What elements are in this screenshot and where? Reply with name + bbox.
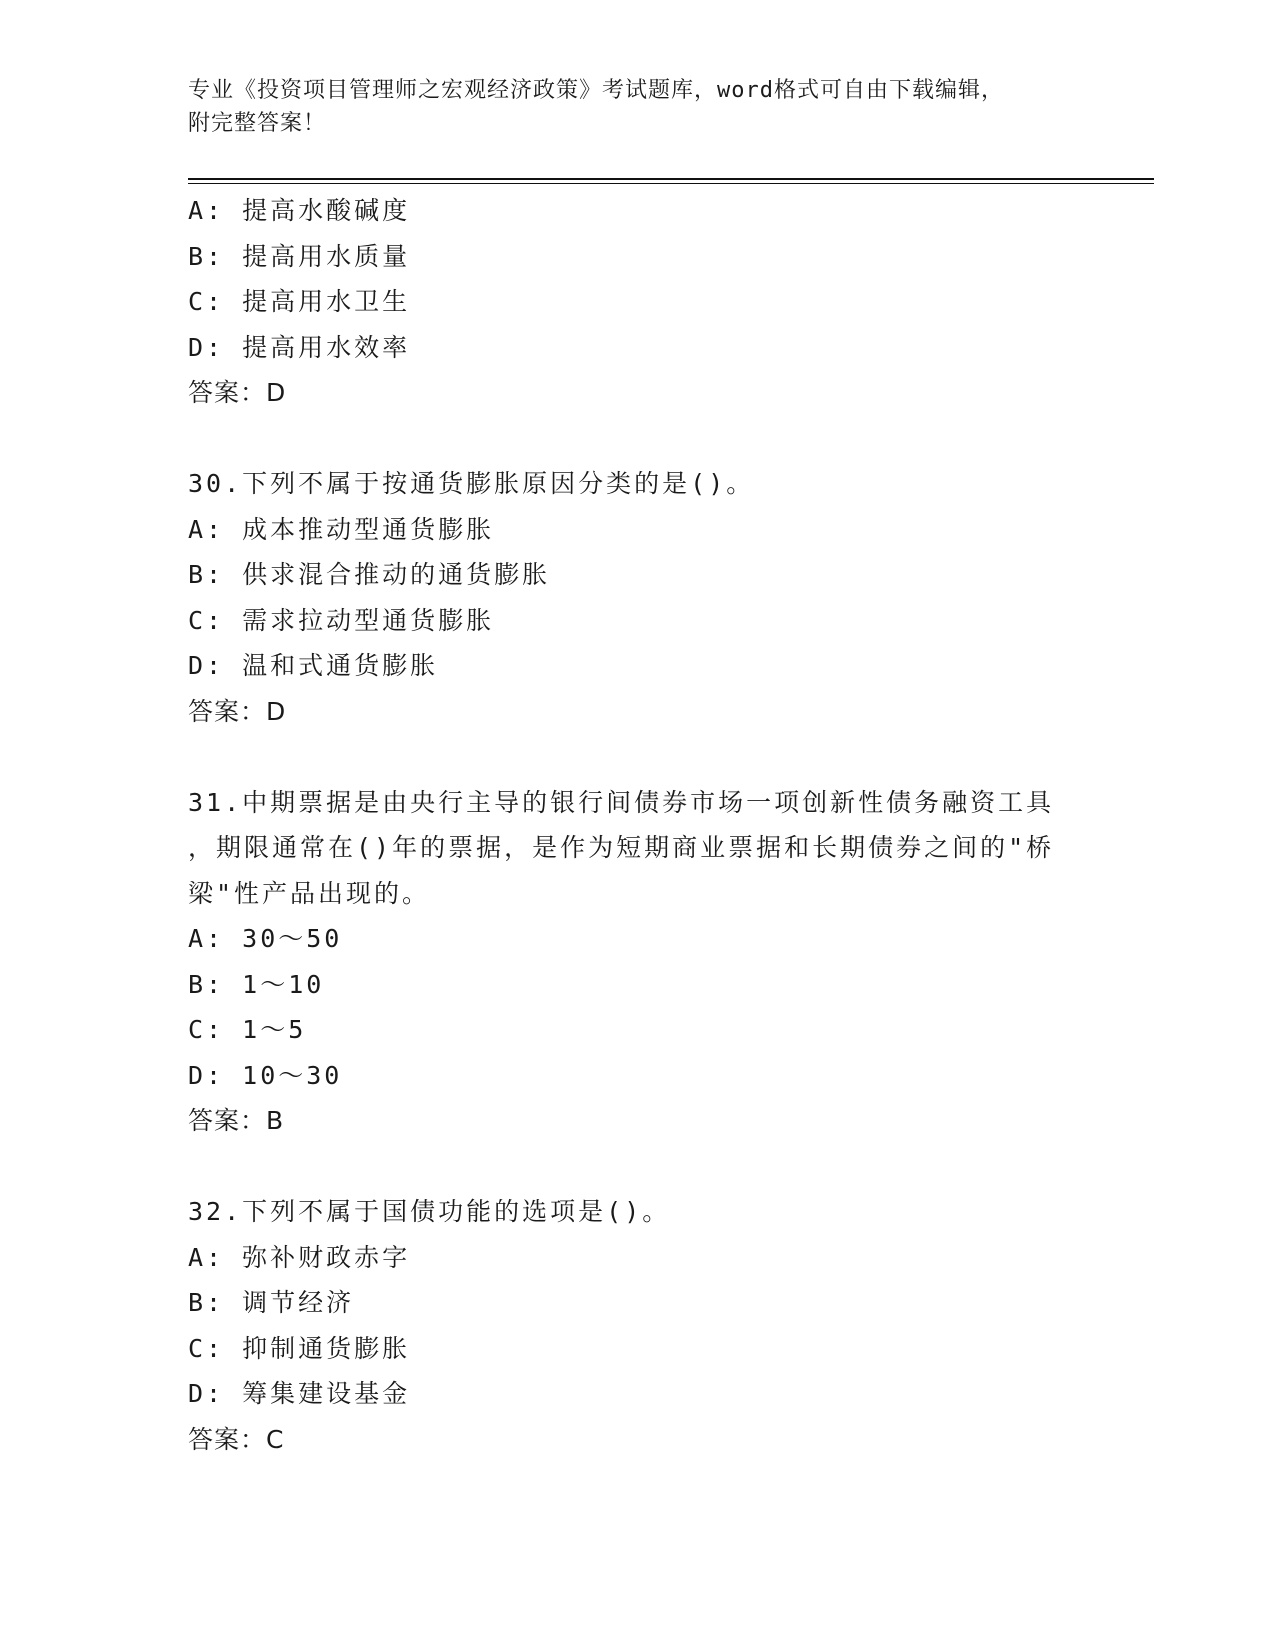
option-a: A: 提高水酸碱度 [188,196,411,225]
answer-line: 答案：C [188,1424,285,1454]
question-stem: 30.下列不属于按通货膨胀原因分类的是()。 [188,469,755,498]
spacer [188,1144,1088,1190]
document-header [188,74,1088,140]
header-divider-thick [188,178,1154,180]
question-stem: 32.下列不属于国债功能的选项是()。 [188,1197,671,1226]
option-b: B: 提高用水质量 [188,241,411,271]
option-c: C: 1～5 [188,1015,307,1044]
header-divider-thin [188,183,1154,184]
option-b: B: 供求混合推动的通货膨胀 [188,560,551,589]
spacer [188,416,1088,462]
option-c: C: 需求拉动型通货膨胀 [188,605,495,635]
option-a: A: 成本推动型通货膨胀 [188,514,495,544]
question-stem-line-3: 梁"性产品出现的。 [188,878,431,908]
question-list [188,188,1088,1462]
question-stem-line-2: ，期限通常在()年的票据，是作为短期商业票据和长期债券之间的"桥 [188,833,1055,862]
answer-line: 答案：D [188,696,287,726]
question-block-30 [188,461,1088,734]
option-d: D: 10～30 [188,1060,343,1090]
option-d: D: 温和式通货膨胀 [188,651,439,680]
header-line-2: 附完整答案！ [188,111,327,136]
option-b: B: 1～10 [188,969,325,999]
question-block-31 [188,780,1088,1144]
option-c: C: 抑制通货膨胀 [188,1333,411,1363]
option-a: A: 30～50 [188,924,343,953]
option-a: A: 弥补财政赤字 [188,1242,411,1272]
option-d: D: 筹集建设基金 [188,1379,411,1408]
spacer [188,734,1088,780]
answer-line: 答案：D [188,378,287,407]
option-b: B: 调节经济 [188,1288,355,1317]
question-block-29 [188,188,1088,416]
question-stem-line-1: 31.中期票据是由央行主导的银行间债券市场一项创新性债务融资工具 [188,787,1055,817]
option-d: D: 提高用水效率 [188,332,411,362]
option-c: C: 提高用水卫生 [188,287,411,316]
header-line-1: 专业《投资项目管理师之宏观经济政策》考试题库，word格式可自由下载编辑， [188,78,1004,103]
question-block-32 [188,1189,1088,1462]
answer-line: 答案：B [188,1106,285,1135]
